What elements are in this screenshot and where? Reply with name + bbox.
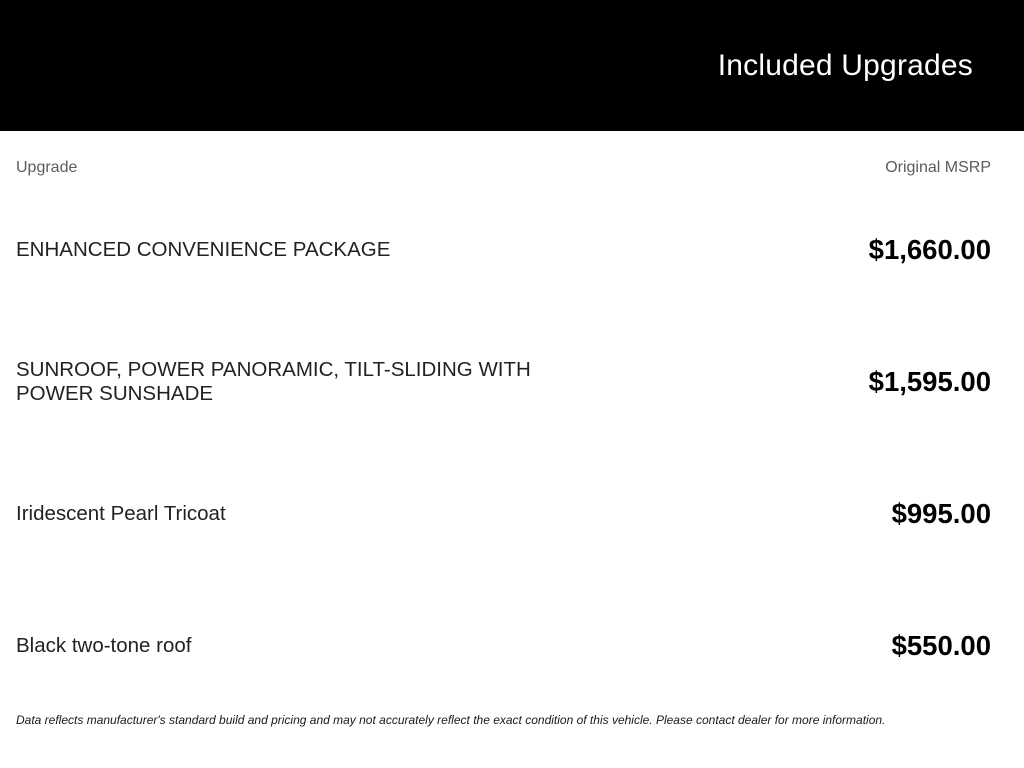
- table-row: [16, 580, 991, 712]
- upgrade-name: Iridescent Pearl Tricoat: [16, 502, 226, 525]
- table-column-headers: [16, 158, 991, 178]
- column-header-upgrade: Upgrade: [16, 159, 78, 176]
- upgrade-name: SUNROOF, POWER PANORAMIC, TILT-SLIDING WITH POWER SUNSHADE: [16, 358, 531, 405]
- upgrade-price: $550.00: [891, 630, 991, 661]
- page-header: [0, 0, 1024, 131]
- upgrade-name: Black two-tone roof: [16, 634, 192, 657]
- disclaimer-text: Data reflects manufacturer's standard build and pricing and may not accurately reflect the exact condition of this vehicle. Please contact dealer for more information.: [16, 713, 886, 727]
- table-row: [16, 184, 991, 316]
- upgrade-price: $995.00: [891, 498, 991, 529]
- column-header-original-msrp: Original MSRP: [885, 159, 991, 176]
- table-row: [16, 448, 991, 580]
- upgrade-price: $1,660.00: [868, 234, 991, 265]
- upgrade-price: $1,595.00: [868, 366, 991, 397]
- table-row: [16, 316, 991, 448]
- upgrades-section: [0, 158, 1024, 728]
- upgrade-name: ENHANCED CONVENIENCE PACKAGE: [16, 238, 391, 261]
- upgrade-rows: [16, 184, 991, 712]
- page-title: Included Upgrades: [717, 48, 973, 82]
